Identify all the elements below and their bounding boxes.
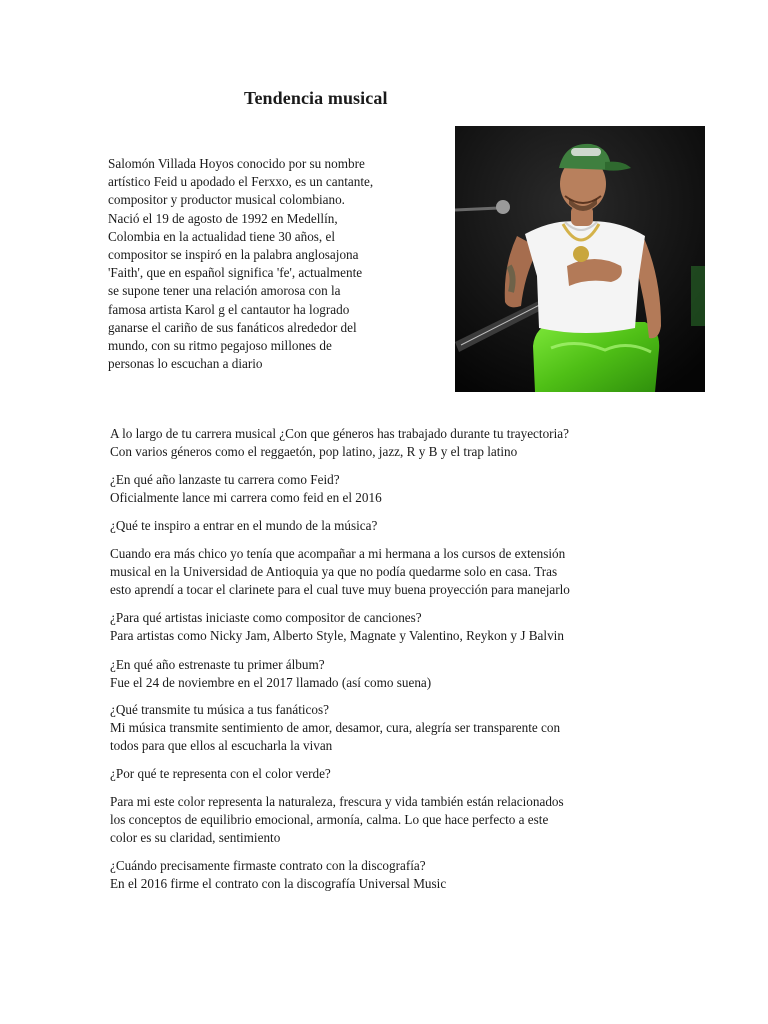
answer-text: Cuando era más chico yo tenía que acompañar a mi hermana a los cursos de extensión [110,546,566,561]
answer-text: Fue el 24 de noviembre en el 2017 llamado (así como suena) [110,675,432,691]
intro-line: compositor y productor musical colombiano. [108,192,345,208]
intro-line: compositor se inspiró en la palabra anglosajona [108,247,359,263]
qa-block [110,857,670,893]
answer-text: esto aprendí a tocar el clarinete para el cual tuve muy buena proyección para manejarlo [110,582,570,598]
intro-paragraph [108,155,428,373]
answer-text: Para artistas como Nicky Jam, Alberto Style, Magnate y Valentino, Reykon y J Balvin [110,628,564,644]
document-title: Tendencia musical [244,88,388,108]
intro-line: Colombia en la actualidad tiene 30 años, el [108,228,336,244]
question-text: ¿En qué año lanzaste tu carrera como Feid? [110,472,340,487]
answer-text: Para mi este color representa la naturaleza, frescura y vida también están relacionados [110,794,564,809]
question-text: ¿Para qué artistas iniciaste como compositor de canciones? [110,610,422,625]
qa-block [110,701,670,756]
qa-block [110,471,670,507]
question-text: ¿En qué año estrenaste tu primer álbum? [110,657,325,672]
intro-line: Nació el 19 de agosto de 1992 en Medellín, [108,210,338,226]
answer-text: todos para que ellos al escucharla la vivan [110,738,333,754]
intro-line: ganarse el cariño de sus fanáticos alrededor del [108,319,357,335]
answer-text: Mi música transmite sentimiento de amor, desamor, cura, alegría ser transparente con [110,720,561,736]
sunglasses-on-cap [571,148,601,156]
intro-line: artístico Feid u apodado el Ferxxo, es un cantante, [108,174,374,190]
qa-block [110,656,670,692]
question-text: ¿Cuándo precisamente firmaste contrato con la discografía? [110,858,426,873]
question-text: ¿Por qué te representa con el color verde? [110,766,331,781]
qa-block [110,609,670,645]
answer-text: En el 2016 firme el contrato con la discografía Universal Music [110,876,447,892]
question-text: ¿Qué te inspiro a entrar en el mundo de la música? [110,518,378,533]
intro-line: mundo, con su ritmo pegajoso millones de [108,338,332,354]
chain-pendant [573,246,589,262]
intro-line: se supone tener una relación amorosa con la [108,283,341,299]
singer-photo-illustration [455,126,705,392]
answer-text: los conceptos de equilibrio emocional, armonía, calma. Lo que hace perfecto a este [110,812,549,828]
answer-text: musical en la Universidad de Antioquia ya que no podía quedarme solo en casa. Tras [110,564,558,580]
qa-block [110,425,670,461]
mic-stand [455,208,499,210]
intro-line: 'Faith', que en español significa 'fe', actualmente [108,265,363,281]
qa-block [110,765,670,783]
singer-photo [455,126,705,392]
qa-block [110,545,670,600]
question-text: A lo largo de tu carrera musical ¿Con que géneros has trabajado durante tu trayectoria? [110,426,569,441]
stage-light [691,266,705,326]
intro-line: personas lo escuchan a diario [108,356,263,372]
intro-line: Salomón Villada Hoyos conocido por su nombre [108,156,365,171]
qa-block [110,793,670,848]
intro-line: famosa artista Karol g el cantautor ha logrado [108,301,350,317]
answer-text: color es su claridad, sentimiento [110,830,281,846]
question-text: ¿Qué transmite tu música a tus fanáticos? [110,702,329,717]
qa-block [110,517,670,535]
answer-text: Con varios géneros como el reggaetón, pop latino, jazz, R y B y el trap latino [110,444,518,460]
answer-text: Oficialmente lance mi carrera como feid en el 2016 [110,490,382,506]
microphone-icon [496,200,510,214]
